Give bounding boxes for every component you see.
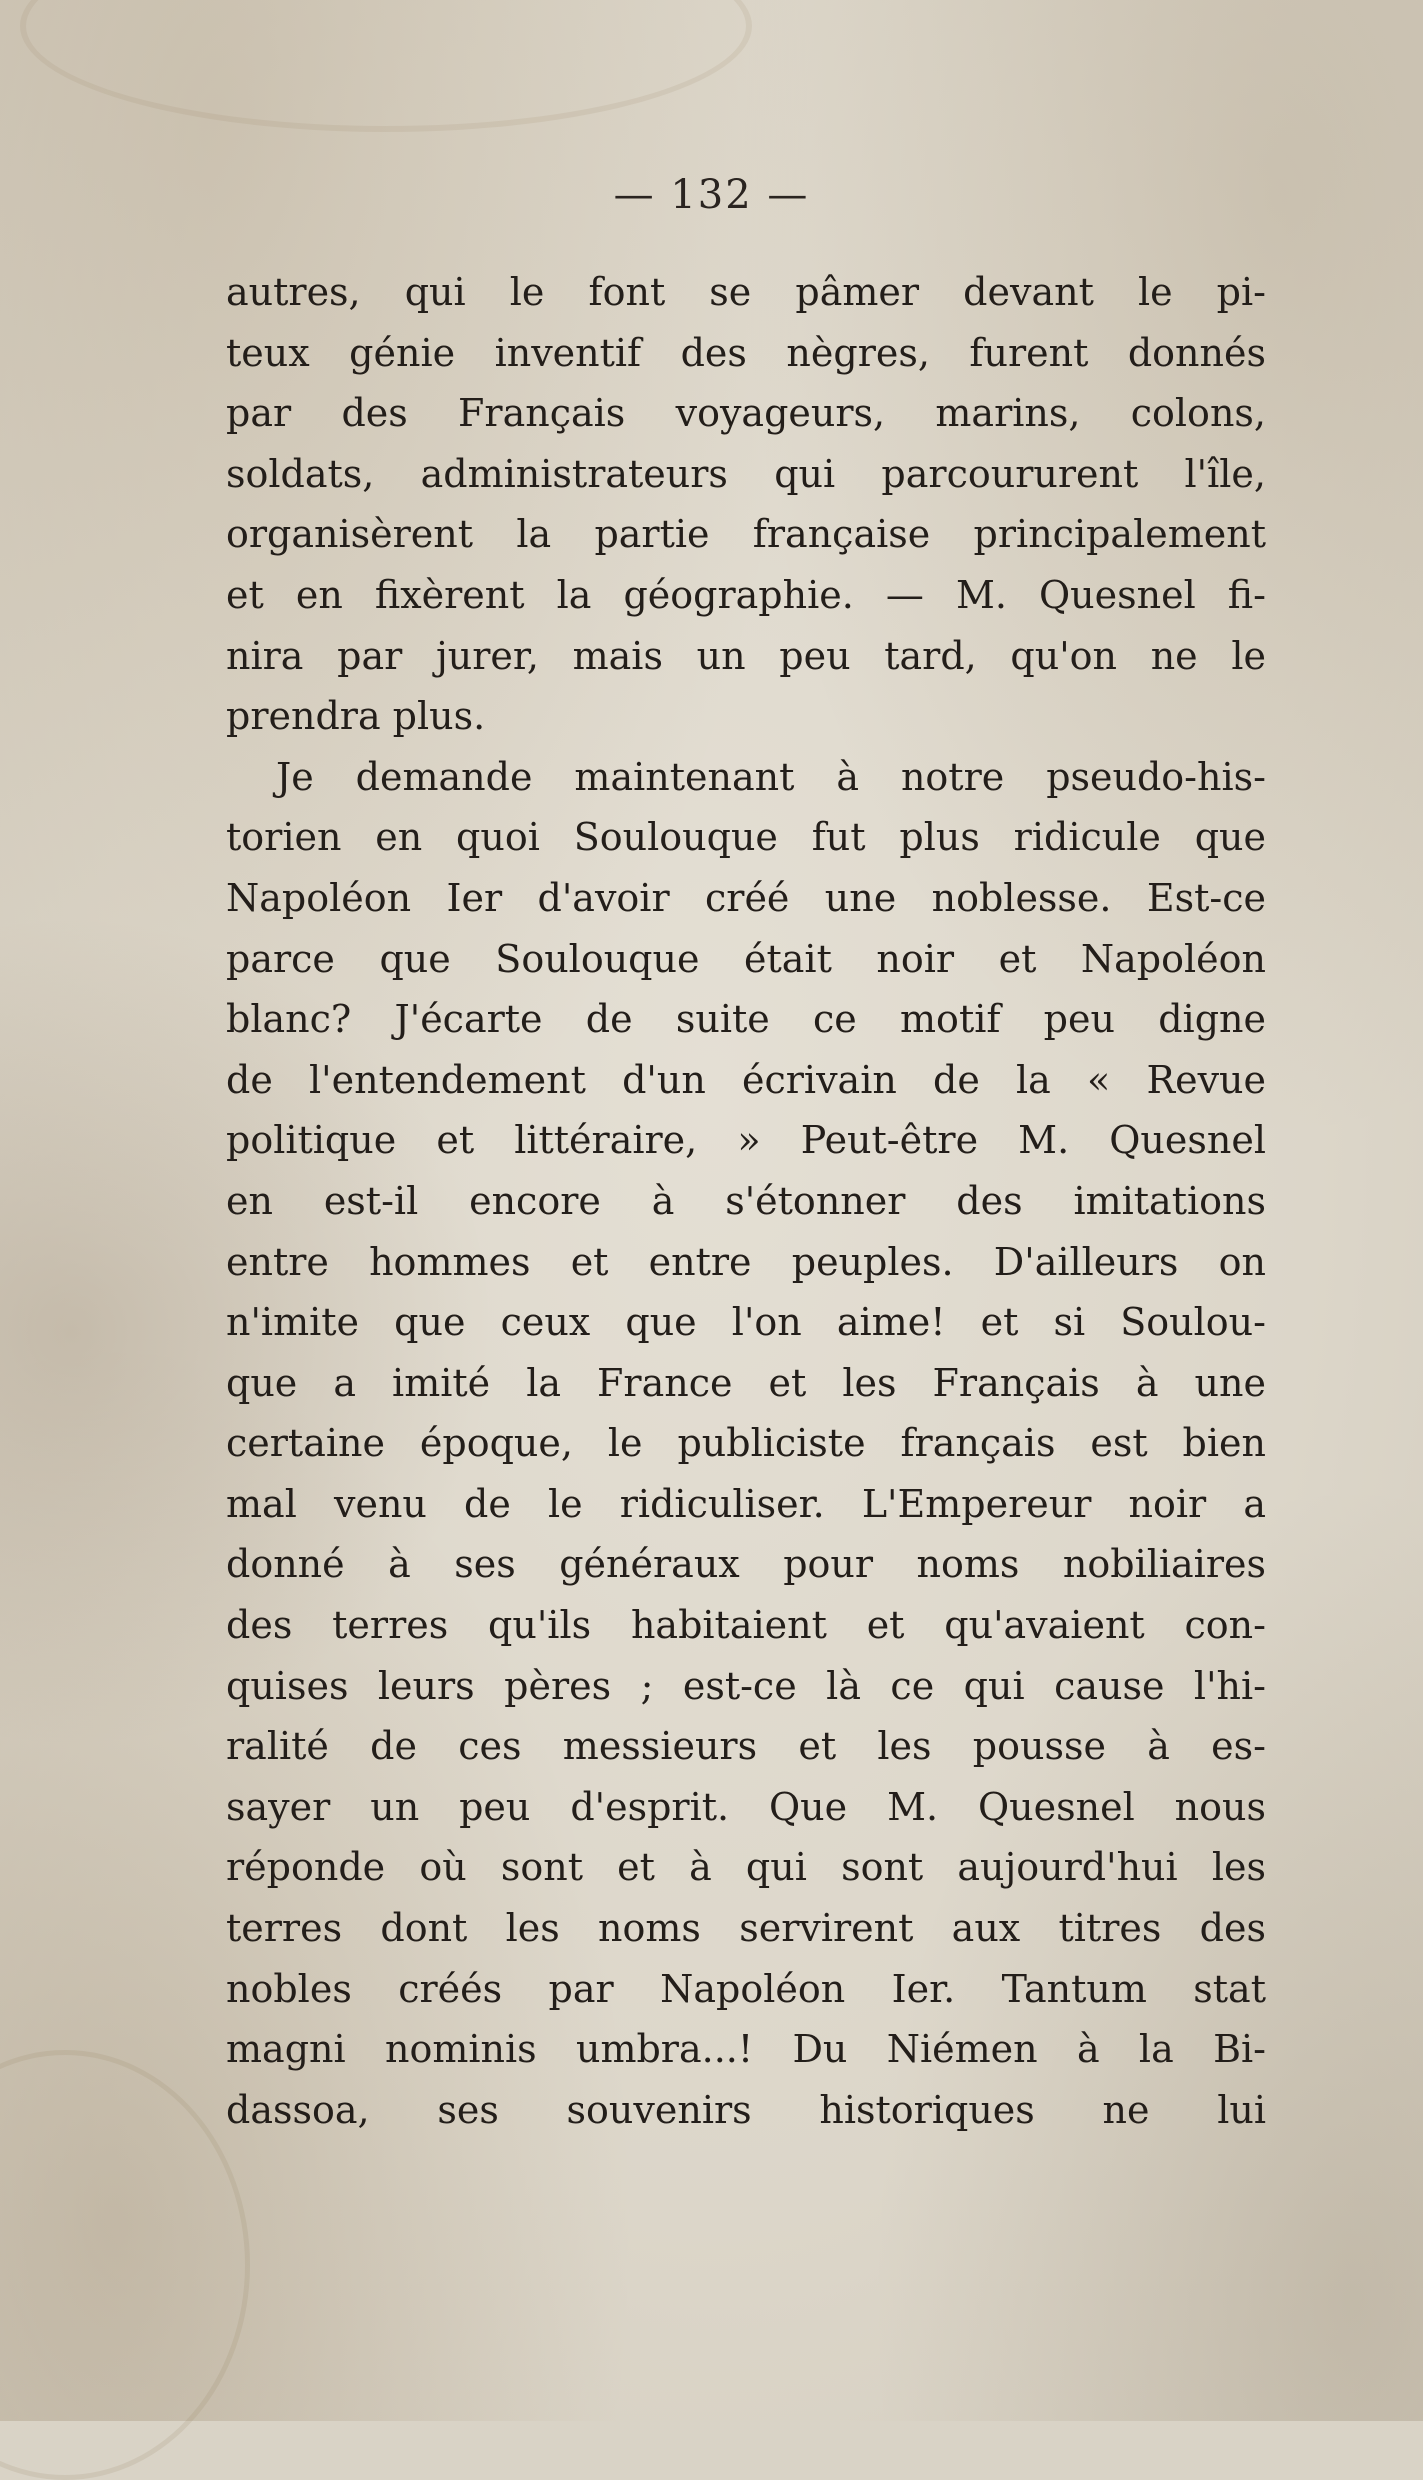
text-line: dassoa, ses souvenirs historiques ne lui [226,2087,1266,2132]
water-stain [20,0,752,132]
text-line: des terres qu'ils habitaient et qu'avaient con- [226,1603,1266,1648]
text-line: n'imite que ceux que l'on aime! et si Soulou- [226,1300,1266,1345]
text-line: soldats, administrateurs qui parcoururent l'île, [226,451,1266,496]
text-line: nobles créés par Napoléon Ier. Tantum stat [226,1966,1266,2011]
text-line: réponde où sont et à qui sont aujourd'hui les [226,1845,1266,1890]
water-stain [0,2050,250,2480]
text-line: terres dont les noms servirent aux titres des [226,1906,1266,1951]
text-line: Napoléon Ier d'avoir créé une noblesse. Est-ce [226,875,1266,920]
text-line: politique et littéraire, » Peut-être M. Quesnel [226,1118,1266,1163]
text-line: certaine époque, le publiciste français est bien [226,1421,1266,1466]
text-line: sayer un peu d'esprit. Que M. Quesnel nous [226,1784,1266,1829]
text-line: nira par jurer, mais un peu tard, qu'on ne le [226,633,1266,678]
text-line: en est-il encore à s'étonner des imitations [226,1178,1266,1223]
text-line: Je demande maintenant à notre pseudo-his- [276,754,1266,799]
page-number: — 132 — [613,172,810,218]
text-line: prendra plus. [226,694,486,739]
text-line: teux génie inventif des nègres, furent donnés [226,330,1266,375]
text-line: organisèrent la partie française principalement [226,512,1266,557]
body-text [226,262,1266,2140]
text-line: donné à ses généraux pour noms nobiliaires [226,1542,1266,1587]
text-line: magni nominis umbra...! Du Niémen à la Bi- [226,2027,1266,2072]
text-line: torien en quoi Soulouque fut plus ridicule que [226,815,1266,860]
text-line: autres, qui le font se pâmer devant le pi- [226,270,1266,314]
text-line: et en fixèrent la géographie. — M. Quesnel fi- [226,572,1266,617]
text-line: entre hommes et entre peuples. D'ailleurs on [226,1239,1266,1284]
text-line: quises leurs pères ; est-ce là ce qui cause l'hi- [226,1663,1266,1708]
text-line: de l'entendement d'un écrivain de la « Revue [226,1057,1266,1102]
text-line: blanc? J'écarte de suite ce motif peu digne [226,997,1266,1042]
text-line: que a imité la France et les Français à une [226,1360,1266,1405]
text-line: ralité de ces messieurs et les pousse à es- [226,1724,1266,1769]
text-line: parce que Soulouque était noir et Napoléon [226,936,1266,981]
text-line: par des Français voyageurs, marins, colons, [226,391,1266,436]
text-line: mal venu de le ridiculiser. L'Empereur noir a [226,1481,1266,1526]
